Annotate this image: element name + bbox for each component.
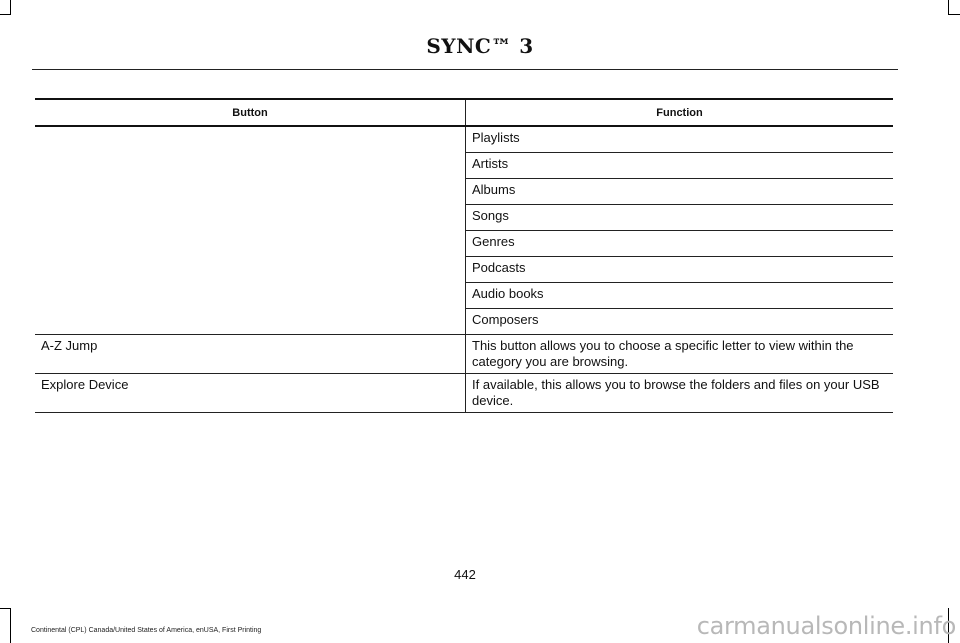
button-cell: A-Z Jump <box>35 335 466 374</box>
crop-mark <box>948 0 949 14</box>
function-cell: Albums <box>466 179 894 205</box>
button-cell-empty <box>35 126 466 335</box>
page-number: 442 <box>454 567 476 582</box>
table-header-row <box>35 99 893 126</box>
function-cell: Playlists <box>466 126 894 153</box>
function-cell: Audio books <box>466 283 894 309</box>
table-row <box>35 126 893 153</box>
function-cell: Songs <box>466 205 894 231</box>
title-rule <box>32 69 898 70</box>
crop-mark <box>10 0 11 14</box>
page-title: SYNC™ 3 <box>426 34 534 58</box>
function-cell: If available, this allows you to browse the folders and files on your USB device. <box>466 374 894 413</box>
header-function: Function <box>466 99 894 126</box>
footer-text: Continental (CPL) Canada/United States of America, enUSA, First Printing <box>31 627 262 634</box>
function-cell: Composers <box>466 309 894 335</box>
function-cell: Genres <box>466 231 894 257</box>
crop-mark <box>0 14 11 15</box>
function-cell: This button allows you to choose a specific letter to view within the category you are browsing. <box>466 335 894 374</box>
crop-mark <box>948 14 960 15</box>
function-cell: Artists <box>466 153 894 179</box>
button-cell: Explore Device <box>35 374 466 413</box>
function-table <box>35 98 893 413</box>
function-cell: Podcasts <box>466 257 894 283</box>
crop-mark <box>0 608 11 609</box>
header-button: Button <box>35 99 466 126</box>
watermark: carmanualsonline.info <box>696 612 956 640</box>
crop-mark <box>10 608 11 643</box>
table-row <box>35 374 893 413</box>
table-row <box>35 335 893 374</box>
